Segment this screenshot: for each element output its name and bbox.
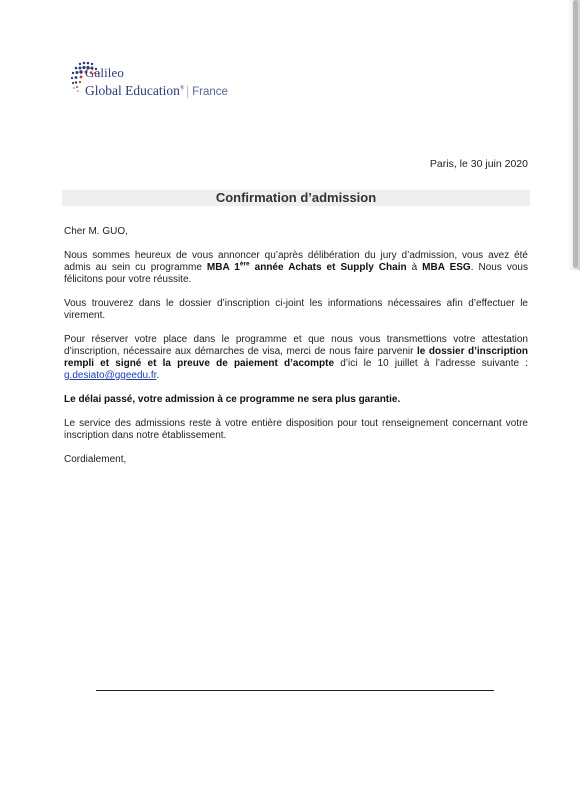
paragraph-service: Le service des admissions reste à votre entière disposition pour tout renseignement concernant votre inscription dans notre établissement.: [64, 418, 528, 441]
scrollbar[interactable]: [568, 0, 580, 270]
program-name: [207, 262, 407, 273]
program-name-b: année Achats et Supply Chain: [249, 262, 407, 273]
program-name-a: MBA 1: [206, 262, 240, 273]
paragraph-reservation-text-c: .: [156, 370, 160, 381]
scrollbar-thumb[interactable]: [573, 0, 578, 268]
logo-country: France: [192, 86, 228, 98]
logo-wordmark-line1: Galileo: [85, 65, 124, 80]
paragraph-reservation-text-a: Pour réserver votre place dans le programme et que nous vous transmettions votre attestation d’inscription, nécessaire aux démarches de visa, merci de nous faire parvenir: [64, 334, 528, 357]
salutation: Cher M. GUO,: [64, 226, 128, 237]
logo-trademark: ®: [179, 85, 185, 92]
logo-separator: |: [186, 83, 190, 98]
letter-body: [64, 226, 528, 478]
paragraph-registration: Vous trouverez dans le dossier d’inscription ci-joint les informations nécessaires afin d’effectuer le virement.: [64, 298, 528, 321]
paragraph-deadline-warning: [64, 394, 528, 406]
contact-email-link[interactable]: g.desiato@ggeedu.fr: [64, 370, 157, 381]
program-superscript: ère: [239, 260, 250, 268]
galileo-logo: [68, 58, 268, 108]
paragraph-admission-text-b: à: [406, 262, 423, 273]
logo-wordmark-line2: [85, 83, 228, 99]
paragraph-admission: [64, 250, 528, 286]
paragraph-admission-text-a: Nous sommes heureux de vous annoncer qu’après délibération du jury d’admission, vous avez été admis au sein cu programme: [64, 250, 528, 273]
paragraph-reservation-text-b: d’ici le 10 juillet à l’adresse suivante :: [334, 358, 528, 369]
paragraph-admission-text-c: . Nous vous félicitons pour votre réussite.: [64, 262, 528, 285]
letter-title: Confirmation d’admission: [215, 190, 377, 205]
logo-wordmark-global: Global Education: [85, 83, 180, 98]
school-name: MBA ESG: [422, 262, 471, 273]
closing: Cordialement,: [64, 454, 127, 465]
signature-line: [96, 690, 494, 691]
paragraph-reservation: [64, 334, 528, 382]
letter-date: Paris, le 30 juin 2020: [429, 158, 528, 170]
deadline-warning-text: Le délai passé, votre admission à ce programme ne sera plus garantie.: [64, 394, 401, 405]
required-documents: le dossier d’inscription rempli et signé et la preuve de paiement d’acompte: [64, 346, 529, 369]
